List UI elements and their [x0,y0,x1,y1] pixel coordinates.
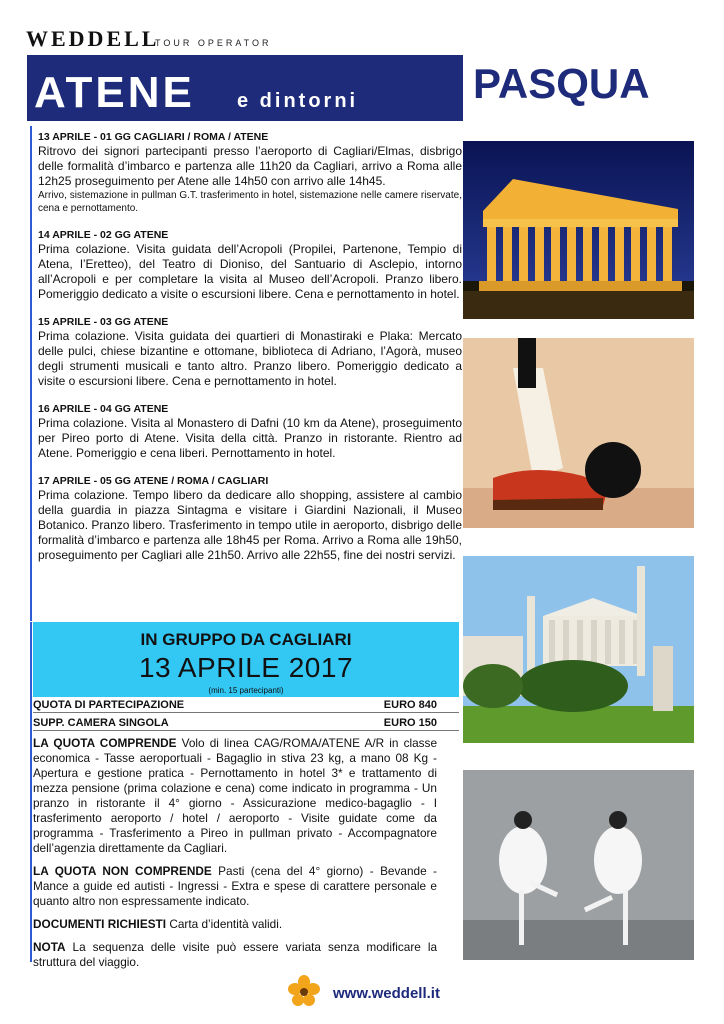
athens-academy-image [463,556,694,743]
quota-amount: EURO 840 [383,699,437,711]
excludes-label: LA QUOTA NON COMPRENDE [33,864,212,878]
excludes-text: Pasti (cena del 4° giorno) - Bevande - Mance a guide ed autisti - Ingressi - Extra e spese di carattere personale e quanto altro non espressamente indicato. [33,864,437,908]
day-text: Prima colazione. Visita guidata dell’Acropoli (Propilei, Partenone, Tempio di Atena, l’Eretteo), del Teatro di Dioniso, del Santuario di Asclepio, intorno all’Acropoli e per completare la visita al Museo dell’Acropoli. Pranzo libero. Pomeriggio dedicato a visite o escursioni libere. Cena e pernottamento in hotel. [38,242,462,301]
note-paragraph [33,940,437,970]
quota-label: QUOTA DI PARTECIPAZIONE [33,699,185,711]
day-1 [38,130,462,215]
day-note: Arrivo, sistemazione in pullman G.T. trasferimento in hotel, sistemazione nelle camere riservate, cena e pernottamento. [38,190,462,214]
day-text: Prima colazione. Visita guidata dei quartieri di Monastiraki e Plaka: Mercato delle pulci, chiese bizantine e ottomane, biblioteca di Adriano, l’Agorà, museo degli strumenti musicali e tanto altro. Pranzo libero. Pomeriggio dedicato a visite o escursioni libere. Cena e pernottamento in hotel. [38,329,462,388]
documents-label: DOCUMENTI RICHIESTI [33,917,167,931]
day-5 [38,474,462,563]
documents-paragraph [33,917,437,932]
website-link[interactable]: www.weddell.it [333,985,440,1002]
day-2 [38,228,462,302]
includes-label: LA QUOTA COMPRENDE [33,736,177,750]
season-title: PASQUA [473,60,650,107]
logo-subtitle: TOUR OPERATOR [155,38,272,48]
supplement-label: SUPP. CAMERA SINGOLA [33,717,169,729]
day-4 [38,402,462,461]
day-heading: 16 APRILE - 04 GG ATENE [38,403,169,415]
page-title: ATENE [34,68,195,117]
day-3 [38,315,462,389]
banner-date: 13 APRILE 2017 [138,652,354,683]
conditions [33,736,437,978]
evzone-shoe-image [463,338,694,528]
day-heading: 13 APRILE - 01 GG CAGLIARI / ROMA / ATENE [38,131,269,143]
day-text: Prima colazione. Visita al Monastero di Dafni (10 km da Atene), proseguimento per Pireo porto di Atene. Visita della città. Pranzo in ristorante. Rientro ad Atene. Pomeriggio e cena liberi. Pernottamento in hotel. [38,416,462,460]
evzone-shoe-photo [463,338,694,528]
documents-text: Carta d’identità validi. [166,917,283,931]
note-label: NOTA [33,940,66,954]
includes-text: Volo di linea CAG/ROMA/ATENE A/R in classe economica - Tasse aeroportuali - Bagaglio in stiva 23 kg, a mano 08 Kg - Apertura e gestione pratica - Pernottamento in hotel 3* e trattamento di mezza pensione (prima colazione e cena) come indicato in programma - Un pranzo in ristorante il 4° giorno - Assicurazione medico-bagaglio - I trasferimento aeroporto / hotel / aeroporto - Visite guidate come da programma - Trasferimento a Pireo in pullman privato - Accompagnatore dell’agenzia direttamente da Cagliari. [33,736,438,855]
athens-academy-photo [463,556,694,743]
page-subtitle: e dintorni [237,90,359,112]
note-text: La sequenza delle visite può essere variata senza modificare la struttura del viaggio. [33,940,437,969]
day-heading: 14 APRILE - 02 GG ATENE [38,229,169,241]
banner-group-label: IN GRUPPO DA CAGLIARI [140,630,352,649]
supplement-amount: EURO 150 [383,717,437,729]
includes-paragraph [33,736,437,856]
day-text: Ritrovo dei signori partecipanti presso l’aeroporto di Cagliari/Elmas, disbrigo delle formalità d’imbarco e partenza alle 11h20 da Cagliari, arrivo a Roma alle 12h25 proseguimento per Atene alle 14h50 con arrivo alle 14h45. [38,144,462,188]
banner-min-participants: (min. 15 partecipanti) [208,686,284,695]
column-rule [30,622,32,962]
temple-photo [463,141,694,319]
excludes-paragraph [33,864,437,909]
day-text: Prima colazione. Tempo libero da dedicare allo shopping, assistere al cambio della guardia in piazza Sintagma e visitare i Giardini Nazionali, il Museo Botanico. Pranzo libero. Trasferimento in tempo utile in aeroporto, disbrigo delle formalità d’imbarco e partenza alle 18h45 per Roma. Arrivo a Roma alle 19h50, proseguimento per Cagliari alle 21h50. Arrivo alle 22h55, fine dei nostri servizi. [38,488,462,562]
logo: WEDDELL [26,26,160,51]
day-heading: 15 APRILE - 03 GG ATENE [38,316,169,328]
quota-row [33,698,459,713]
flower-logo-icon [288,975,320,1007]
evzone-guards-photo [463,770,694,960]
day-heading: 17 APRILE - 05 GG ATENE / ROMA / CAGLIARI [38,475,269,487]
supplement-row [33,716,459,731]
evzone-guards-image [463,770,694,960]
itinerary-column [30,126,462,621]
group-banner [33,622,459,697]
temple-image [463,141,694,319]
